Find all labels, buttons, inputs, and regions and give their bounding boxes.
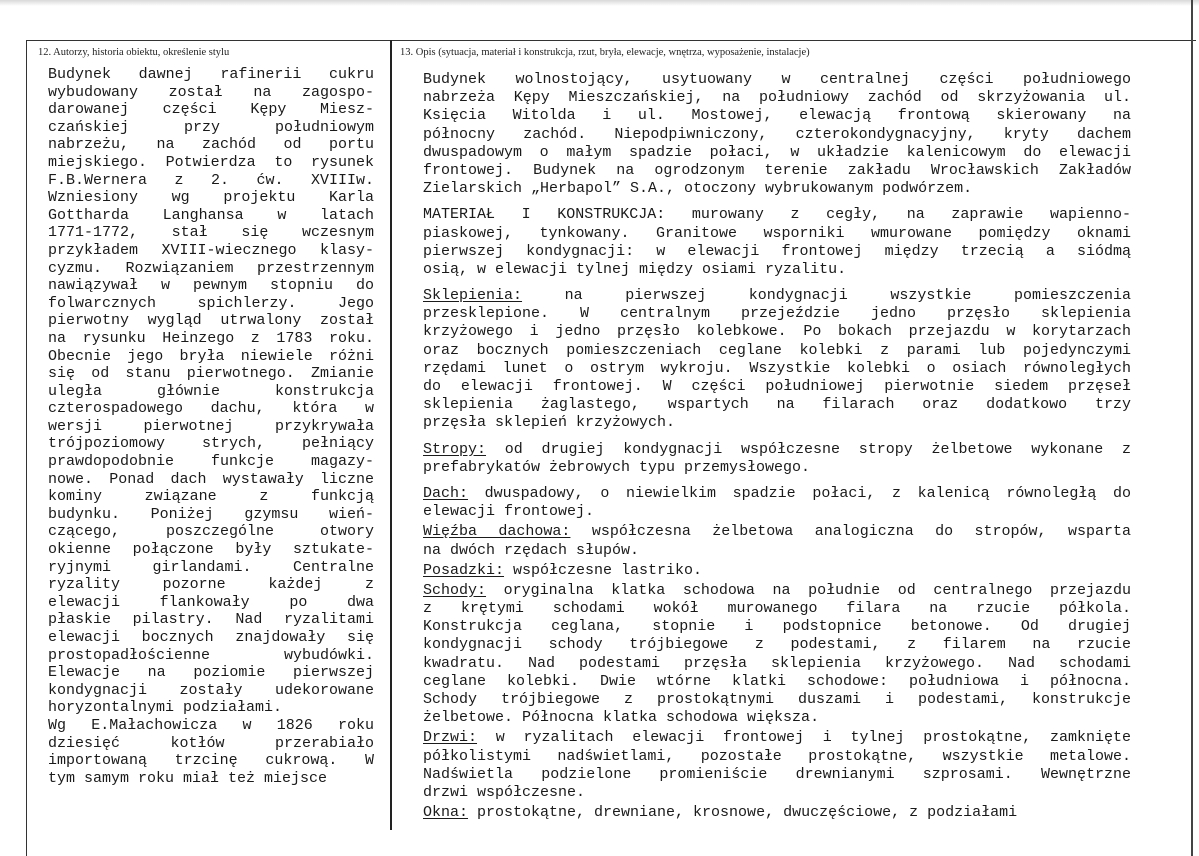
history-text-line: trójpoziomowy strych, pełniący [48,435,374,453]
column-divider [390,40,392,830]
history-text-line: czącego, poszczególne otwory [48,523,374,541]
description-text-line: oraz bocznych pomieszczeniach ceglane kolebki z parami lub pojedynczymi [423,341,1131,359]
description-paragraph [423,804,1131,822]
description-paragraph [423,562,1131,580]
history-text-line: elewacji bocznych znajdowały się [48,629,374,646]
history-text-line: przykładem XVIII-wiecznego klasy- [48,241,374,259]
description-text-line: Konstrukcja ceglana, stopnie i podstopnice betonowe. Od drugiej [423,618,1131,636]
description-text-line: północny zachód. Niepodpiwniczony, czterokondygnacyjny, kryty dachem [423,125,1131,143]
history-text-line: Wzniesiony wg projektu Karla [48,189,374,207]
history-text-line: budynku. Poniżej gzymsu wień- [48,505,374,523]
history-text-line: prawdopodobnie funkcje magazy- [48,453,374,471]
description-line-with-label [423,441,1131,459]
history-text-line: ryjnymi girlandami. Centralne [48,558,374,576]
description-text-line: pierwszej kondygnacji: w elewacji frontowej między trzecią a siódmą [423,242,1131,260]
description-text-line: sklepienia żaglastego, wspartych na filarach oraz dodatkowo trzy [423,396,1131,414]
history-text-line: uległa głównie konstrukcja [48,382,374,400]
description-text: od drugiej kondygnacji współczesne stropy żelbetowe wykonane z [486,440,1131,458]
description-text-line: frontowej. Budynek na ogrodzonym terenie zakładu Wrocławskich Zakładów [423,161,1131,179]
description-text-line: prefabrykatów żebrowych typu przemysłowego. [423,458,811,476]
history-text-line: czańskiej przy południowym [48,118,374,136]
section-label: Dach: [423,484,469,502]
history-text-line: folwarcznych spichlerzy. Jego [48,294,374,312]
description-text-line: Księcia Witolda i ul. Mostowej, elewacją frontową skierowany na [423,107,1131,125]
history-text-line: importowaną trzcinę cukrową. W [48,752,374,770]
description-text-line: Budynek wolnostojący, usytuowany w centralnej części południowego [423,71,1131,88]
description-text-line: drzwi współczesne. [423,783,586,801]
history-text-line: Budynek dawnej rafinerii cukru [48,66,374,83]
description-text-line: elewacji frontowej. [423,503,595,521]
section-label: Posadzki: [423,561,505,579]
history-text-line: okienne połączone były sztukate- [48,541,374,559]
section-label: Okna: [423,804,469,822]
description-paragraph [423,523,1131,559]
description-text-line: piaskowej, tynkowany. Granitowe wsporniki wmurowane pomiędzy oknami [423,224,1131,242]
history-text-line: czterospadowego dachu, która w [48,400,374,418]
history-text-line: cyzmu. Rozwiązaniem przestrzennym [48,259,374,277]
history-text-line: wybudowany został na zagospo- [48,83,374,101]
history-text-line: wersji pierwotnej przykrywała [48,417,374,435]
description-text-line: dwuspadowym o małym spadzie połaci, w układzie kalenicowym do elewacji [423,143,1131,161]
section-12-header: 12. Autorzy, historia obiektu, określenie stylu [38,47,230,58]
history-text-line: nowe. Ponad dach wystawały liczne [48,470,374,488]
history-text-line: miejskiego. Potwierdza to rysunek [48,153,374,171]
history-text-line: Gottharda Langhansa w latach [48,206,374,224]
description-line-with-label [423,804,1131,822]
history-text-line: nawiązywał w pewnym stopniu do [48,277,374,295]
description-text: współczesna żelbetowa analogiczna do stropów, wsparta [570,523,1131,541]
section-label: Więźba dachowa: [423,523,571,541]
description-text: oryginalna klatka schodowa na południe od centralnego przejazdu [486,581,1131,599]
right-border-line [1191,0,1193,856]
top-edge-shade [0,0,1199,6]
description-text: współczesne lastriko. [504,561,703,579]
description-line-with-label [423,562,1131,580]
description-line-with-label [423,582,1131,600]
section-13-header: 13. Opis (sytuacja, materiał i konstrukcja, rzut, bryła, elewacje, wnętrza, wyposażenie, instalacje) [400,47,810,58]
description-line-with-label [423,287,1131,305]
section-label: Sklepienia: [423,287,523,305]
description-paragraph [423,441,1131,477]
description-text-line: Schody trójbiegowe z prostokątnymi duszami i podestami, konstrukcje [423,691,1131,708]
section-label: Drzwi: [423,729,478,747]
description-text-line: na dwóch rzędach słupów. [423,541,640,559]
description-paragraph [423,582,1131,728]
description-text-line: z krętymi schodami wokół murowanego filara na rzucie półkola. [423,600,1131,618]
history-text-line: darowanej części Kępy Miesz- [48,101,374,119]
history-text-line: kominy związane z funkcją [48,488,374,506]
description-text: dwuspadowy, o niewielkim spadzie połaci, z kalenicą równoległą do [468,484,1131,502]
description-paragraph [423,206,1131,279]
description-text-line: rzędami lunet o ostrym wykroju. Wszystkie kolebki o osiach równoległych [423,359,1131,377]
description-text-line: ceglane kolebki. Dwie wtórne klatki schodowe: południowa i północna. [423,672,1131,690]
history-text-line: F.B.Wernera z 2. ćw. XVIIIw. [48,171,374,189]
history-text-line: pierwotny wygląd utrwalony został [48,312,374,330]
history-text-line: horyzontalnymi podziałami. [48,699,283,717]
history-text-line: na rysunku Heinzego z 1783 roku. [48,329,374,347]
description-text-column [423,71,1131,824]
description-line-with-label [423,485,1131,503]
history-text-line: Elewacje na poziomie pierwszej [48,664,374,682]
history-text-line: nabrzeżu, na zachód od portu [48,136,374,154]
section-label: Stropy: [423,440,487,458]
description-paragraph [423,729,1131,802]
section-label: Schody: [423,581,487,599]
history-text-column [48,66,374,787]
description-text-line: Zielarskich „Herbapol” S.A., otoczony wybrukowanym podwórzem. [423,180,973,198]
description-text-line: półkolistymi nadświetlami, pozostałe prostokątne, wszystkie metalowe. [423,747,1131,765]
history-text-line: Obecnie jego bryła niewiele różni [48,347,374,365]
description-text: w ryzalitach elewacji frontowej i tylnej prostokątne, zamknięte [477,729,1131,747]
description-text-line: osią, w elewacji tylnej między osiami ryzalitu. [423,260,847,278]
description-paragraph [423,485,1131,521]
description-text-line: kwadratu. Nad podestami przęsła sklepienia krzyżowego. Nad schodami [423,654,1131,672]
history-text-line: płaskie pilastry. Nad ryzalitami [48,611,374,629]
history-text-line: 1771-1772, stał się wczesnym [48,224,374,242]
description-paragraph [423,71,1131,198]
description-text-line: żelbetowe. Północna klatka schodowa większa. [423,709,820,727]
description-text-line: krzyżowego i jedno przęsło kolebkowe. Po bokach przejazdu w korytarzach [423,323,1131,341]
history-text-line: ryzality pozorne każdej z [48,576,374,594]
history-text-line: elewacji flankowały po dwa [48,593,374,611]
description-text-line: przęsła sklepień krzyżowych. [423,414,676,432]
history-text-line: kondygnacji zostały udekorowane [48,681,374,699]
description-text: prostokątne, drewniane, krosnowe, dwuczęściowe, z podziałami [468,804,1018,822]
description-text-line: do elewacji frontowej. W części południowej pierwotnie siedem przęseł [423,378,1131,395]
description-text-line: kondygnacji schody trójbiegowe z podestami, z filarem na rzucie [423,636,1131,654]
description-text-line: Nadświetla podzielone promieniście drewnianymi szprosami. Wewnętrzne [423,765,1131,783]
history-text-line: tym samym roku miał też miejsce [48,769,328,787]
description-text-line: MATERIAŁ I KONSTRUKCJA: murowany z cegły, na zaprawie wapienno- [423,206,1131,224]
description-text-line: przesklepione. W centralnym przejeździe jedno przęsło sklepienia [423,305,1131,323]
history-text-line: prostopadłościenne wybudówki. [48,646,374,664]
description-paragraph [423,287,1131,433]
description-text: na pierwszej kondygnacji wszystkie pomieszczenia [522,287,1131,305]
history-text-line: się od stanu pierwotnego. Zmianie [48,365,374,383]
description-text-line: nabrzeża Kępy Mieszczańskiej, na południowy zachód od skrzyżowania ul. [423,89,1131,107]
history-text-line: Wg E.Małachowicza w 1826 roku [48,716,374,734]
history-text-line: dziesięć kotłów przerabiało [48,734,374,752]
description-line-with-label [423,523,1131,541]
description-line-with-label [423,729,1131,747]
